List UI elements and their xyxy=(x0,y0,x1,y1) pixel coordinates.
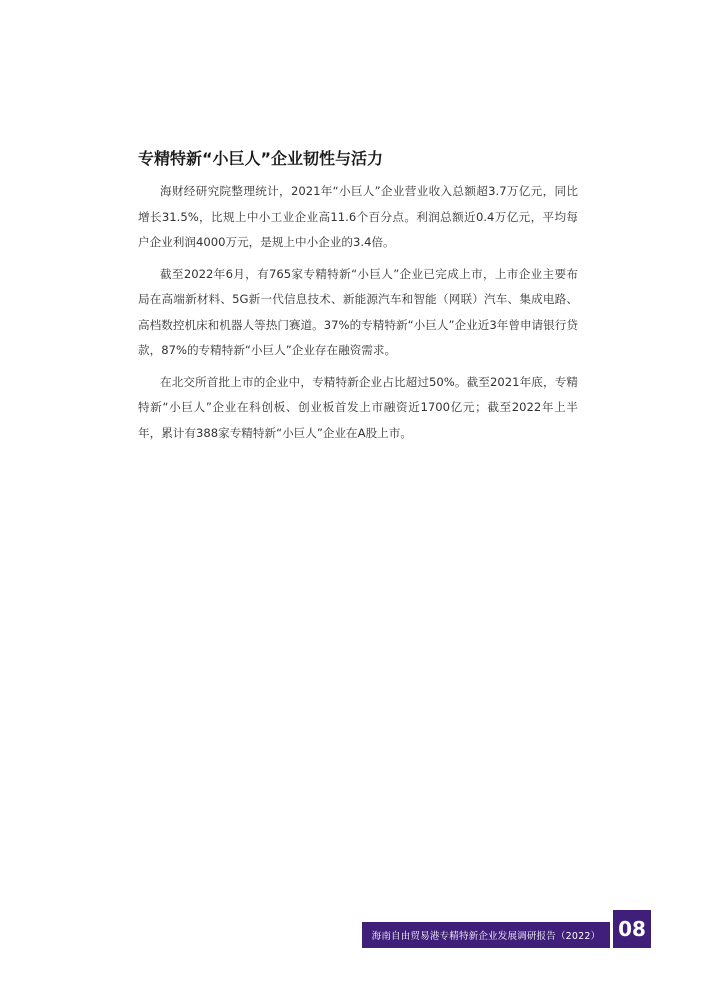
article-body xyxy=(138,179,578,452)
paragraph-3: 在北交所首批上市的企业中，专精特新企业占比超过50%。截至2021年底，专精特新“小巨人”企业在科创板、创业板首发上市融资近1700亿元；截至2022年上半年，累计有388家专精特新“小巨人”企业在A股上市。 xyxy=(138,374,578,440)
page-number-box xyxy=(613,910,651,948)
section-title: 专精特新“小巨人”企业韧性与活力 xyxy=(138,149,384,168)
paragraph-2: 截至2022年6月，有765家专精特新“小巨人”企业已完成上市，上市企业主要布局在高端新材料、5G新一代信息技术、新能源汽车和智能（网联）汽车、集成电路、高档数控机床和机器人等热门赛道。37%的专精特新“小巨人”企业近3年曾申请银行贷款，87%的专精特新“小巨人”企业存在融资需求。 xyxy=(138,266,578,357)
footer-report-title: 海南自由贸易港专精特新企业发展调研报告（2022） xyxy=(371,931,601,942)
page-number: 08 xyxy=(618,917,646,941)
paragraph-1: 海财经研究院整理统计，2021年“小巨人”企业营业收入总额超3.7万亿元，同比增长31.5%，比规上中小工业企业高11.6个百分点。利润总额近0.4万亿元，平均每户企业利润4000万元，是规上中小企业的3.4倍。 xyxy=(138,184,578,249)
footer-report-title-band xyxy=(362,922,610,948)
